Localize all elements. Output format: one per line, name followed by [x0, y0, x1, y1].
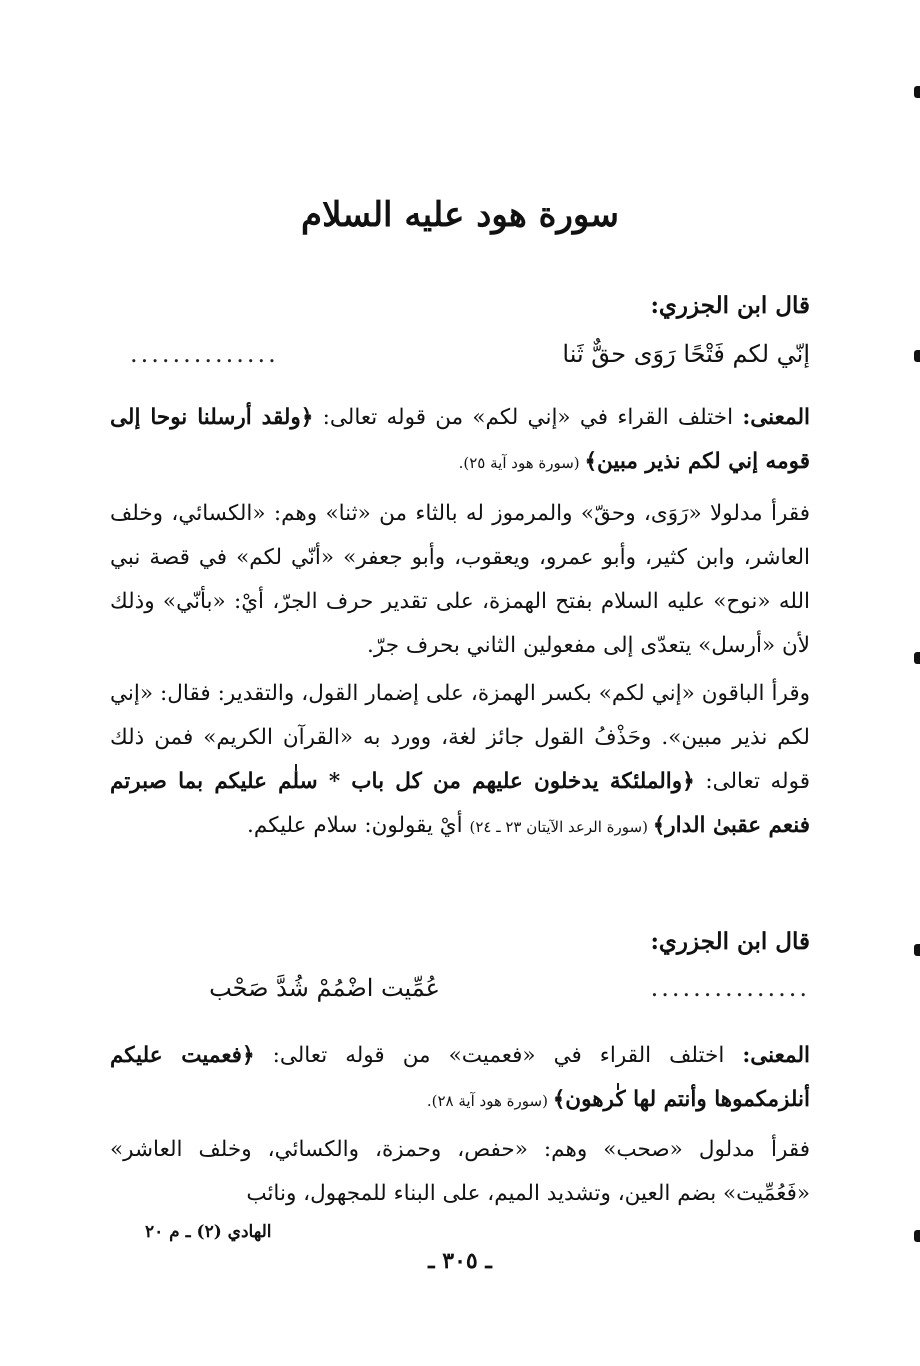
page-title: سورة هود عليه السلام	[301, 195, 619, 235]
verse-dots: ..............	[130, 340, 279, 368]
paragraph-text: فقرأ مدلول «صحب» وهم: «حفص، وحمزة، والكسائي، وخلف العاشر» «فَعُمِّيت» بضم العين، وتشديد الميم، على البناء للمجهول، ونائب	[110, 1137, 810, 1206]
surah-reference: (سورة هود آية ٢٥).	[458, 454, 585, 472]
scan-margin-mark	[914, 652, 920, 664]
section-1-said: قال ابن الجزري:	[650, 292, 810, 319]
scan-margin-mark	[914, 86, 920, 98]
surah-reference: (سورة الرعد الآيتان ٢٣ ـ ٢٤)	[469, 818, 653, 836]
scan-margin-mark	[914, 350, 920, 362]
paragraph-text: وقرأ الباقون «إني لكم» بكسر الهمزة، على إضمار القول، والتقدير: فقال: «إني لكم نذير مبين». وحَذْفُ القول جائز لغة، وورد به «القرآن الكريم» فمن ذلك قوله تعالى:	[110, 681, 810, 794]
section-2-paragraph-2	[110, 1128, 810, 1216]
verse-text: عُمِّيت اضْمُمْ شُدَّ صَحْب	[209, 974, 440, 1002]
scan-margin-mark	[914, 1230, 920, 1242]
paragraph-text: اختلف القراء في «إني لكم» من قوله تعالى:	[313, 405, 743, 430]
book-volume-reference: الهادي (٢) ـ م ٢٠	[145, 1222, 272, 1242]
quran-quote: ﴿فعميت عليكم أنلزمكموها وأنتم لها كٰرهون﴾	[110, 1043, 810, 1112]
scan-margin-mark	[914, 944, 920, 956]
verse-dots: ...............	[650, 974, 810, 1002]
section-1-verse	[110, 340, 810, 380]
verse-text: إنّي لكم فَتْحًا رَوَى حقٌّ ثَنا	[562, 340, 810, 368]
paragraph-text: أيْ يقولون: سلام عليكم.	[247, 813, 470, 838]
section-1-paragraph-1	[110, 396, 810, 485]
section-1-paragraph-3	[110, 672, 810, 849]
paragraph-text: اختلف القراء في «فعميت» من قوله تعالى:	[254, 1043, 743, 1068]
meaning-label: المعنى:	[742, 405, 810, 430]
quran-quote: ﴿والملئكة يدخلون عليهم من كل باب * سلٰم عليكم بما صبرتم فنعم عقبىٰ الدار﴾	[110, 769, 810, 838]
paragraph-text: فقرأ مدلولا «رَوَى، وحقّ» والمرموز له بالثاء من «ثنا» وهم: «الكسائي، وخلف العاشر، وابن كثير، وأبو عمرو، ويعقوب، وأبو جعفر» «أنّي لكم» في قصة نبي الله «نوح» عليه السلام بفتح الهمزة، على تقدير حرف الجرّ، أيْ: «بأنّي» وذلك لأن «أرسل» يتعدّى إلى مفعولين الثاني بحرف جرّ.	[110, 501, 810, 658]
section-1-paragraph-2	[110, 492, 810, 668]
section-2-verse	[110, 974, 810, 1014]
section-2-said: قال ابن الجزري:	[650, 928, 810, 955]
quran-quote: ﴿ولقد أرسلنا نوحا إلى قومه إني لكم نذير مبين﴾	[110, 405, 810, 474]
surah-reference: (سورة هود آية ٢٨).	[426, 1092, 553, 1110]
section-2-paragraph-1	[110, 1034, 810, 1123]
page-number: ـ ٣٠٥ ـ	[428, 1248, 492, 1274]
meaning-label: المعنى:	[742, 1043, 810, 1068]
